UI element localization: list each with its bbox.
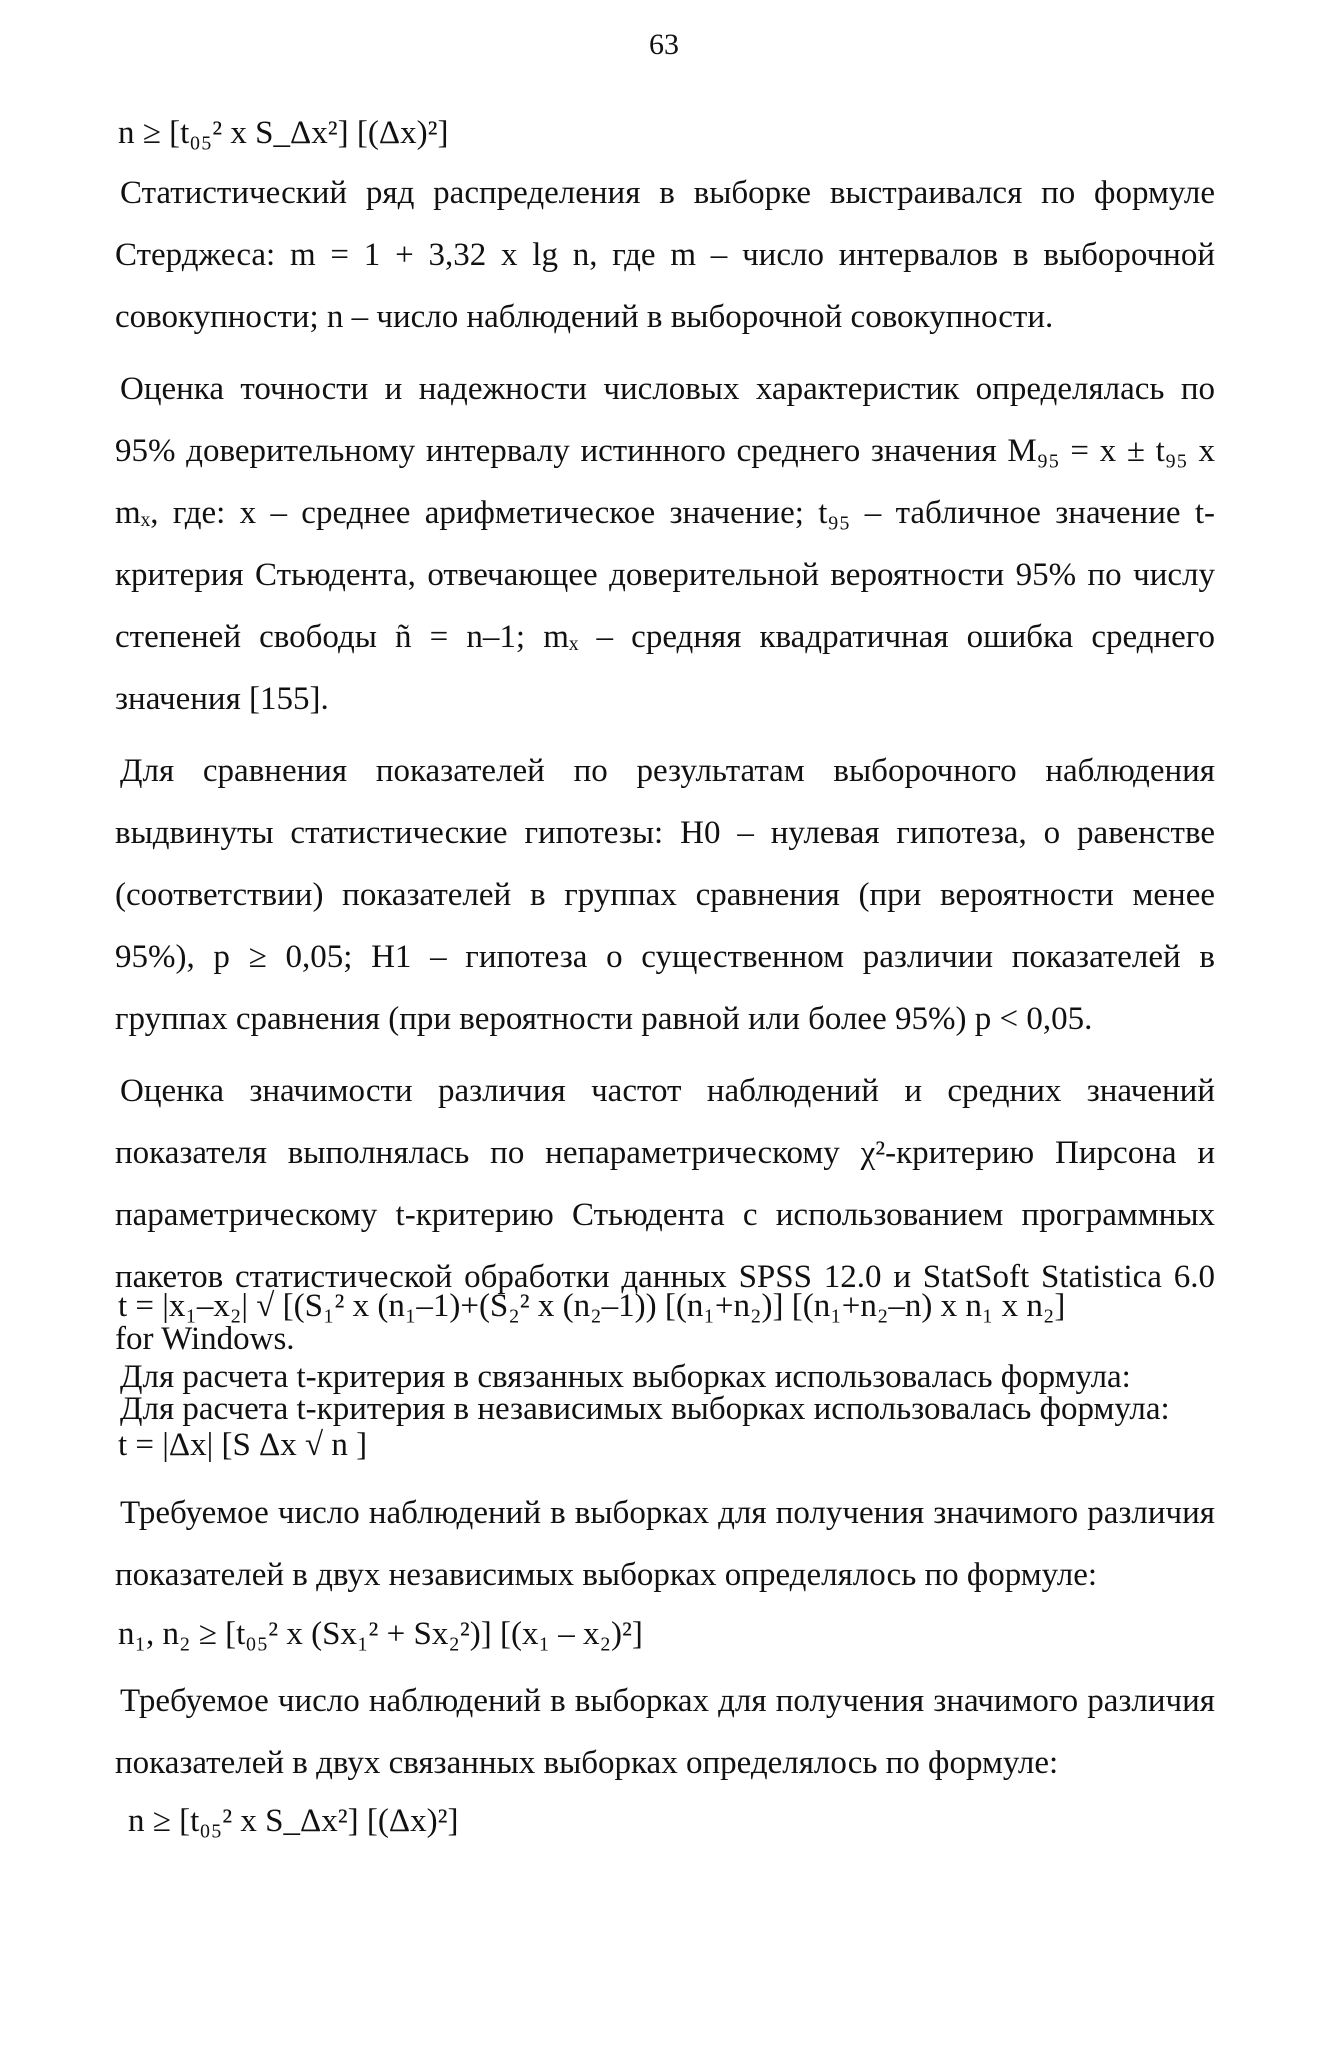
paragraph-n-related: Требуемое число наблюдений в выборках для получения значимого различия показателей в двух связанных выборках определялось по формуле: [115, 1683, 1215, 1781]
formula-t-independent: t = |x₁–x₂| √ [(S₁² x (n₁–1)+(S₂² x (n₂–1)) [(n₁+n₂)] [(n₁+n₂–n) x n₁ x n₂] [118, 1288, 1066, 1324]
paragraph-independent-intro: Для расчета t-критерия в независимых выборках использовалась формула: [120, 1391, 1170, 1427]
formula-t-related: t = |Δx| [S Δx √ n ] [118, 1427, 368, 1463]
paragraph-hypotheses: Для сравнения показателей по результатам выборочного наблюдения выдвинуты статистические гипотезы: H0 – нулевая гипотеза, о равенстве (соответствии) показателей в группах сравнения (при вероятности менее 95%), p ≥ 0,05; H1 – гипотеза о существенном различии показателей в группах сравнения (при вероятности равной или более 95%) p < 0,05. [115, 753, 1215, 1037]
formula-sample-size-top: n ≥ [t₀₅² x S_Δx²] [(Δx)²] [118, 115, 449, 151]
formula-n-related: n ≥ [t₀₅² x S_Δx²] [(Δx)²] [128, 1803, 459, 1839]
formula-n-independent: n₁, n₂ ≥ [t₀₅² x (Sx₁² + Sx₂²)] [(x₁ – x₂)²] [118, 1616, 643, 1652]
page-number: 63 [649, 28, 679, 61]
paragraph-confidence-interval: Оценка точности и надежности числовых характеристик определялась по 95% доверительному интервалу истинного среднего значения M₉₅ = x ± t₉₅ x mₓ, где: x – среднее арифметическое значение; t₉₅ – табличное значение t-критерия Стьюдента, отвечающее доверительной вероятности 95% по числу степеней свободы ñ = n–1; mₓ – средняя квадратичная ошибка среднего значения [155]. [115, 371, 1215, 717]
body-text [115, 162, 1215, 1440]
body-text-4 [115, 1670, 1215, 1794]
paragraph-related-intro: Для расчета t-критерия в связанных выборках использовалась формула: [120, 1359, 1131, 1395]
paragraph-significance: Оценка значимости различия частот наблюдений и средних значений показателя выполнялась по непараметрическому χ²-критерию Пирсона и параметрическому t-критерию Стьюдента с использованием программных пакетов статистической обработки данных SPSS 12.0 и StatSoft Statistica 6.0 for Windows. [115, 1073, 1215, 1357]
body-text-2 [115, 1346, 1215, 1408]
body-text-3 [115, 1482, 1215, 1606]
paragraph-n-independent: Требуемое число наблюдений в выборках для получения значимого различия показателей в двух независимых выборках определялось по формуле: [115, 1495, 1215, 1593]
paragraph-sturges: Статистический ряд распределения в выборке выстраивался по формуле Стерджеса: m = 1 + 3,32 x lg n, где m – число интервалов в выборочной совокупности; n – число наблюдений в выборочной совокупности. [115, 175, 1215, 335]
